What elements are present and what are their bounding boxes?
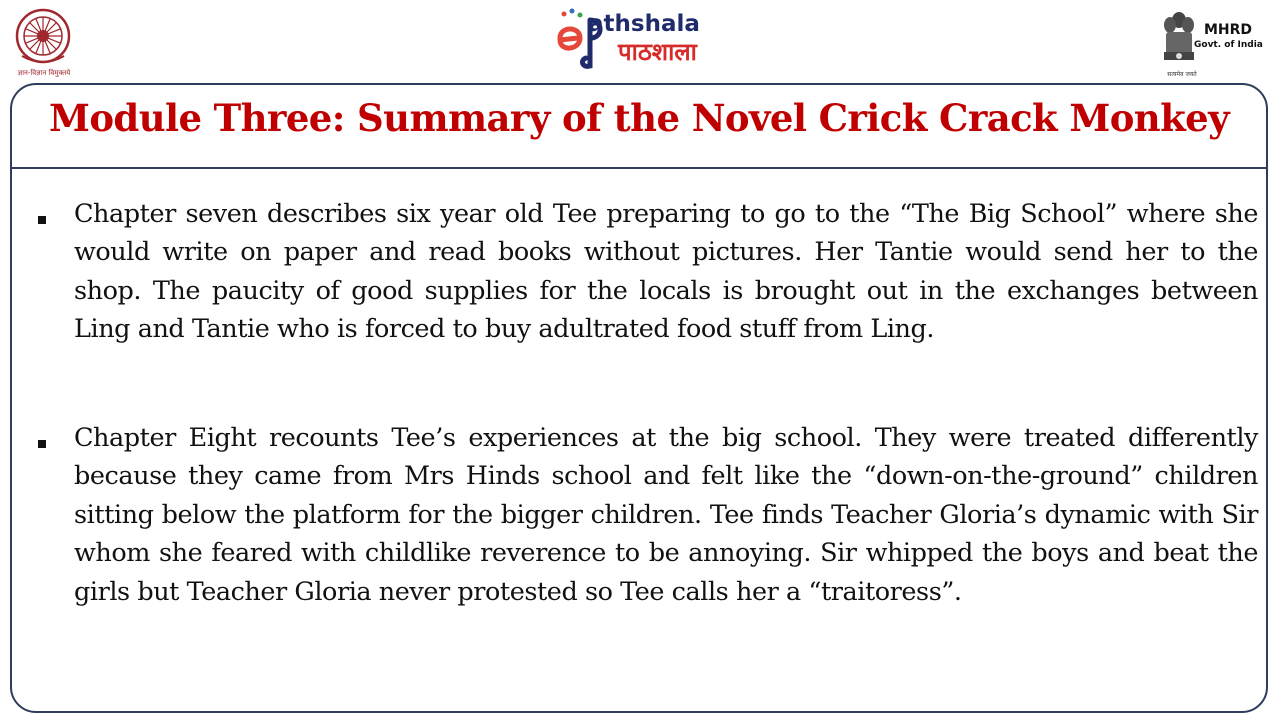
bullet-text-1: Chapter seven describes six year old Tee preparing to go to the “The Big School” where she would write on paper and read books without pictures. Her Tantie would send her to the shop. The paucity of good supplies for the locals is brought out in the exchanges between Ling and Tantie who is forced to buy adultrated food stuff from Ling.	[74, 199, 1258, 345]
emblem-motto: सत्यमेव जयते	[1167, 71, 1197, 78]
title-band	[12, 85, 1266, 169]
slide-title: Module Three: Summary of the Novel Crick Crack Monkey	[49, 96, 1229, 140]
epathshala-logo	[552, 6, 747, 72]
epathshala-hindi-text: पाठशाला	[618, 38, 697, 66]
header-bar	[0, 0, 1280, 82]
mhrd-title: MHRD	[1204, 22, 1253, 38]
bullet-text-2: Chapter Eight recounts Tee’s experiences at the big school. They were treated differently because they came from Mrs Hinds school and felt like the “down-on-the-ground” children sitting below the platform for the bigger children. Tee finds Teacher Gloria’s dynamic with Sir whom she feared with childlike reverence to be annoying. Sir whipped the boys and beat the girls but Teacher Gloria never protested so Tee calls her a “traitoress”.	[74, 423, 1258, 607]
mhrd-logo	[1160, 8, 1275, 80]
ugc-wheel-icon	[10, 6, 76, 72]
mhrd-subtitle: Govt. of India	[1194, 40, 1263, 50]
ugc-tagline: ज्ञान-विज्ञान विमुक्तये	[17, 69, 71, 77]
national-emblem-icon	[1160, 8, 1198, 74]
epathshala-latin-text: athshala	[588, 11, 700, 37]
slide-frame	[10, 83, 1268, 713]
bullet-square-icon	[38, 440, 46, 448]
bullet-square-icon	[38, 216, 46, 224]
